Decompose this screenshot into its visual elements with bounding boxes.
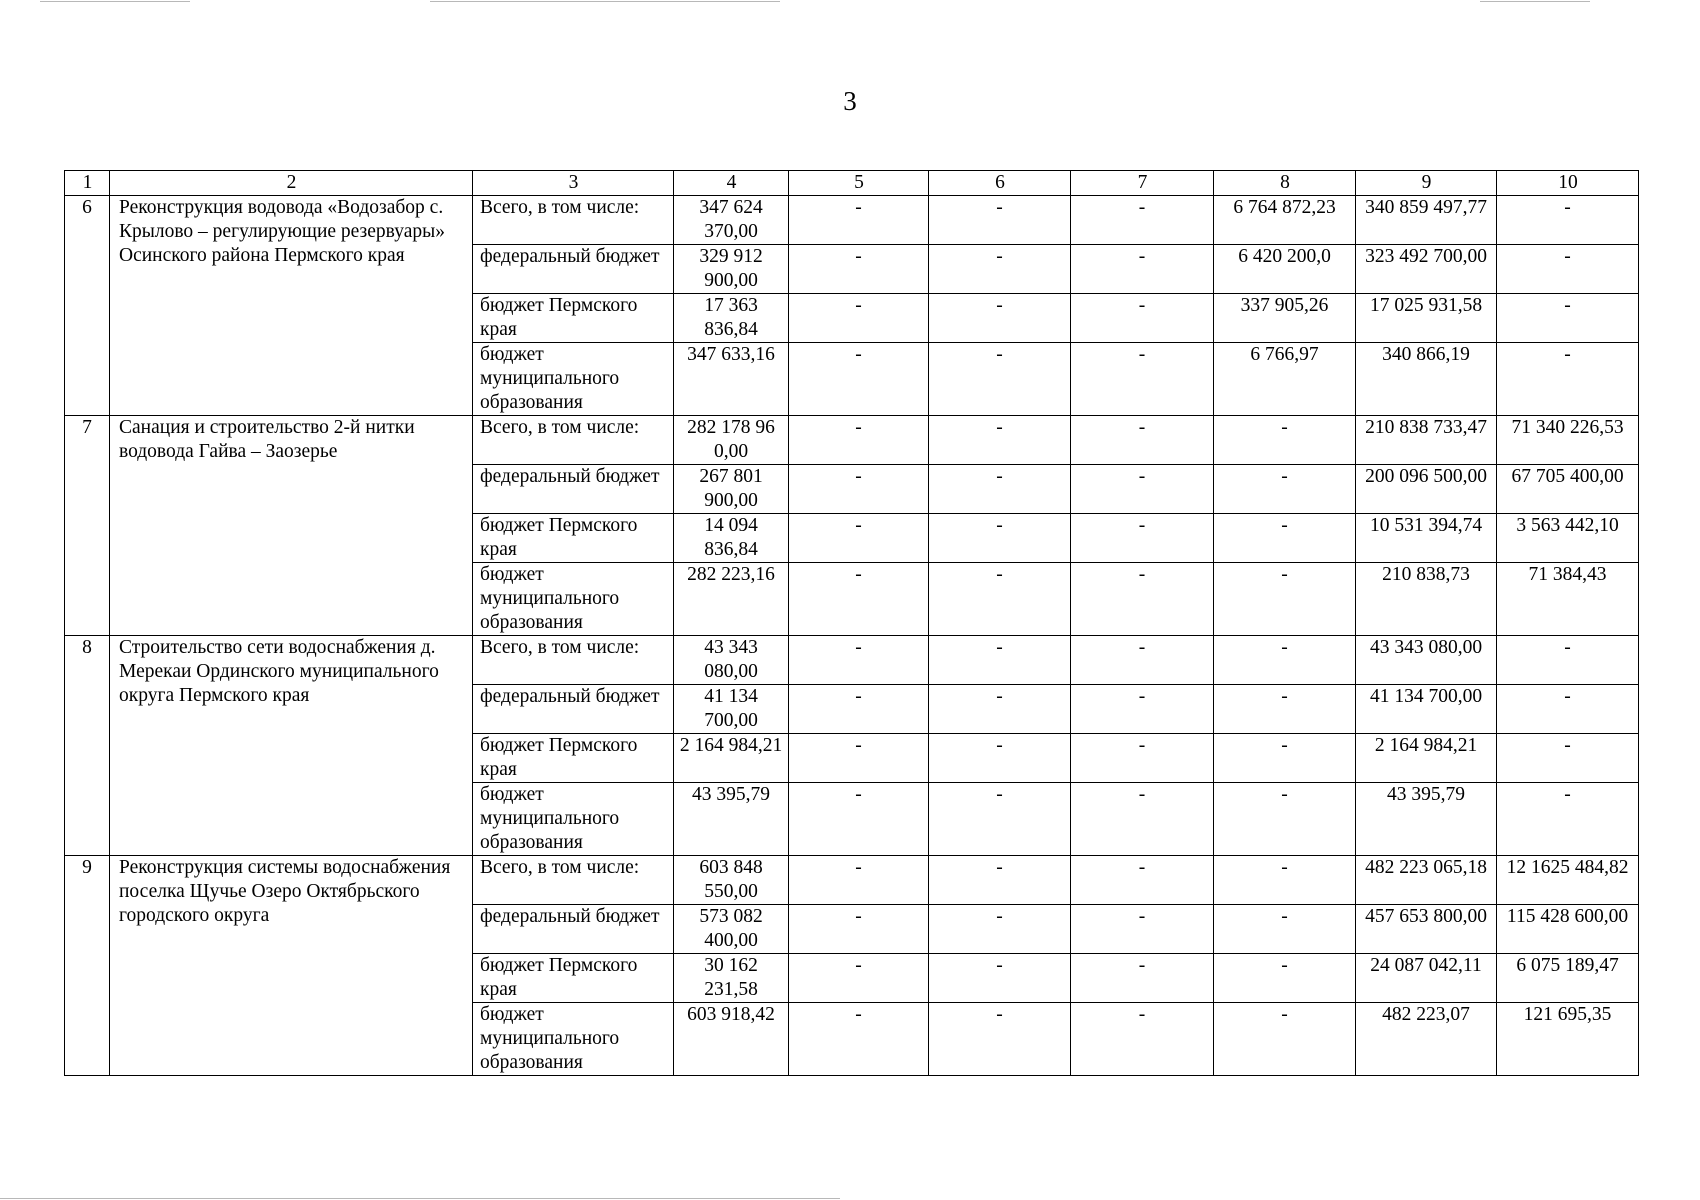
column-6-cell: - (929, 245, 1071, 294)
funding-source: федеральный бюджет (473, 465, 674, 514)
column-9-cell: 10 531 394,74 (1356, 514, 1497, 563)
amount-total-cell: 282 223,16 (674, 563, 789, 636)
column-5-cell: - (789, 514, 929, 563)
column-5-cell: - (789, 465, 929, 514)
column-10-cell: - (1497, 685, 1639, 734)
column-6-cell: - (929, 636, 1071, 685)
financing-table (64, 170, 1639, 1076)
column-7-cell: - (1071, 685, 1214, 734)
column-9-cell: 43 395,79 (1356, 783, 1497, 856)
amount-total-cell: 41 134 700,00 (674, 685, 789, 734)
column-8-cell: - (1214, 905, 1356, 954)
column-number-8: 8 (1214, 171, 1356, 196)
column-8-cell: - (1214, 514, 1356, 563)
column-8-cell: - (1214, 734, 1356, 783)
column-10-cell: 121 695,35 (1497, 1003, 1639, 1076)
column-9-cell: 457 653 800,00 (1356, 905, 1497, 954)
column-10-cell: - (1497, 343, 1639, 416)
column-5-cell: - (789, 734, 929, 783)
column-9-cell: 2 164 984,21 (1356, 734, 1497, 783)
column-9-cell: 43 343 080,00 (1356, 636, 1497, 685)
column-7-cell: - (1071, 856, 1214, 905)
column-9-cell: 482 223 065,18 (1356, 856, 1497, 905)
amount-total-cell: 43 395,79 (674, 783, 789, 856)
column-10-cell: 12 1625 484,82 (1497, 856, 1639, 905)
column-9-cell: 323 492 700,00 (1356, 245, 1497, 294)
column-9-cell: 210 838 733,47 (1356, 416, 1497, 465)
column-8-cell: - (1214, 465, 1356, 514)
column-6-cell: - (929, 905, 1071, 954)
table-row (65, 196, 1639, 245)
scan-edge-top-right (1480, 1, 1590, 2)
column-5-cell: - (789, 856, 929, 905)
column-10-cell: - (1497, 196, 1639, 245)
table-row (65, 636, 1639, 685)
column-6-cell: - (929, 954, 1071, 1003)
table-row (65, 856, 1639, 905)
project-name: Реконструкция водовода «Водозабор с. Крылово – регулирующие резервуары» Осинского района Пермского края (110, 196, 473, 416)
funding-source: бюджет муниципального образования (473, 783, 674, 856)
column-7-cell: - (1071, 783, 1214, 856)
column-10-cell: - (1497, 636, 1639, 685)
amount-total-cell: 267 801 900,00 (674, 465, 789, 514)
column-10-cell: 71 384,43 (1497, 563, 1639, 636)
scan-edge-bottom (0, 1198, 840, 1199)
project-name: Строительство сети водоснабжения д. Мерекаи Ординского муниципального округа Пермского края (110, 636, 473, 856)
column-8-cell: 6 764 872,23 (1214, 196, 1356, 245)
column-6-cell: - (929, 294, 1071, 343)
page-number: 3 (843, 86, 857, 116)
funding-source: бюджет муниципального образования (473, 563, 674, 636)
column-5-cell: - (789, 343, 929, 416)
column-7-cell: - (1071, 416, 1214, 465)
column-10-cell: 3 563 442,10 (1497, 514, 1639, 563)
funding-source: бюджет Пермского края (473, 734, 674, 783)
column-8-cell: - (1214, 636, 1356, 685)
column-number-4: 4 (674, 171, 789, 196)
column-number-1: 1 (65, 171, 110, 196)
column-number-row (65, 171, 1639, 196)
table-row (65, 416, 1639, 465)
column-7-cell: - (1071, 636, 1214, 685)
amount-total-cell: 14 094 836,84 (674, 514, 789, 563)
column-number-10: 10 (1497, 171, 1639, 196)
column-10-cell: - (1497, 783, 1639, 856)
amount-total-cell: 603 848 550,00 (674, 856, 789, 905)
funding-source: федеральный бюджет (473, 245, 674, 294)
column-6-cell: - (929, 563, 1071, 636)
column-6-cell: - (929, 1003, 1071, 1076)
column-8-cell: - (1214, 783, 1356, 856)
column-8-cell: - (1214, 685, 1356, 734)
funding-source: федеральный бюджет (473, 685, 674, 734)
column-7-cell: - (1071, 245, 1214, 294)
column-9-cell: 200 096 500,00 (1356, 465, 1497, 514)
funding-source: бюджет муниципального образования (473, 1003, 674, 1076)
project-number: 8 (65, 636, 110, 856)
column-10-cell: 6 075 189,47 (1497, 954, 1639, 1003)
column-8-cell: - (1214, 856, 1356, 905)
amount-total-cell: 17 363 836,84 (674, 294, 789, 343)
funding-source: Всего, в том числе: (473, 416, 674, 465)
column-8-cell: - (1214, 1003, 1356, 1076)
column-6-cell: - (929, 514, 1071, 563)
column-7-cell: - (1071, 1003, 1214, 1076)
column-6-cell: - (929, 734, 1071, 783)
column-8-cell: - (1214, 563, 1356, 636)
column-7-cell: - (1071, 514, 1214, 563)
column-8-cell: 6 420 200,0 (1214, 245, 1356, 294)
column-8-cell: 337 905,26 (1214, 294, 1356, 343)
amount-total-cell: 573 082 400,00 (674, 905, 789, 954)
column-10-cell: - (1497, 294, 1639, 343)
column-7-cell: - (1071, 905, 1214, 954)
column-7-cell: - (1071, 294, 1214, 343)
project-number: 9 (65, 856, 110, 1076)
amount-total-cell: 30 162 231,58 (674, 954, 789, 1003)
column-6-cell: - (929, 343, 1071, 416)
column-number-5: 5 (789, 171, 929, 196)
column-5-cell: - (789, 563, 929, 636)
funding-source: бюджет Пермского края (473, 954, 674, 1003)
column-5-cell: - (789, 685, 929, 734)
column-8-cell: 6 766,97 (1214, 343, 1356, 416)
project-number: 6 (65, 196, 110, 416)
amount-total-cell: 603 918,42 (674, 1003, 789, 1076)
column-5-cell: - (789, 636, 929, 685)
funding-source: бюджет Пермского края (473, 294, 674, 343)
column-9-cell: 41 134 700,00 (1356, 685, 1497, 734)
column-9-cell: 340 859 497,77 (1356, 196, 1497, 245)
amount-total-cell: 2 164 984,21 (674, 734, 789, 783)
amount-total-cell: 347 624 370,00 (674, 196, 789, 245)
column-5-cell: - (789, 1003, 929, 1076)
project-number: 7 (65, 416, 110, 636)
column-5-cell: - (789, 954, 929, 1003)
column-10-cell: - (1497, 734, 1639, 783)
funding-source: Всего, в том числе: (473, 856, 674, 905)
column-9-cell: 17 025 931,58 (1356, 294, 1497, 343)
amount-total-cell: 43 343 080,00 (674, 636, 789, 685)
column-5-cell: - (789, 245, 929, 294)
column-5-cell: - (789, 196, 929, 245)
scan-edge-top-left (40, 1, 190, 2)
column-6-cell: - (929, 783, 1071, 856)
column-10-cell: 71 340 226,53 (1497, 416, 1639, 465)
column-9-cell: 24 087 042,11 (1356, 954, 1497, 1003)
column-number-7: 7 (1071, 171, 1214, 196)
column-9-cell: 340 866,19 (1356, 343, 1497, 416)
column-6-cell: - (929, 416, 1071, 465)
column-number-9: 9 (1356, 171, 1497, 196)
column-10-cell: 115 428 600,00 (1497, 905, 1639, 954)
funding-source: федеральный бюджет (473, 905, 674, 954)
funding-source: Всего, в том числе: (473, 636, 674, 685)
column-8-cell: - (1214, 416, 1356, 465)
column-number-3: 3 (473, 171, 674, 196)
funding-source: Всего, в том числе: (473, 196, 674, 245)
funding-source: бюджет муниципального образования (473, 343, 674, 416)
column-7-cell: - (1071, 954, 1214, 1003)
funding-source: бюджет Пермского края (473, 514, 674, 563)
column-5-cell: - (789, 294, 929, 343)
column-6-cell: - (929, 856, 1071, 905)
column-number-2: 2 (110, 171, 473, 196)
amount-total-cell: 329 912 900,00 (674, 245, 789, 294)
column-5-cell: - (789, 416, 929, 465)
column-5-cell: - (789, 905, 929, 954)
amount-total-cell: 347 633,16 (674, 343, 789, 416)
column-6-cell: - (929, 465, 1071, 514)
scan-edge-top-center (430, 1, 780, 2)
column-5-cell: - (789, 783, 929, 856)
column-7-cell: - (1071, 734, 1214, 783)
project-name: Санация и строительство 2-й нитки водовода Гайва – Заозерье (110, 416, 473, 636)
column-7-cell: - (1071, 563, 1214, 636)
column-10-cell: - (1497, 245, 1639, 294)
column-6-cell: - (929, 685, 1071, 734)
project-name: Реконструкция системы водоснабжения поселка Щучье Озеро Октябрьского городского округа (110, 856, 473, 1076)
column-7-cell: - (1071, 196, 1214, 245)
column-8-cell: - (1214, 954, 1356, 1003)
column-7-cell: - (1071, 343, 1214, 416)
amount-total-cell: 282 178 96 0,00 (674, 416, 789, 465)
column-7-cell: - (1071, 465, 1214, 514)
column-number-6: 6 (929, 171, 1071, 196)
column-9-cell: 482 223,07 (1356, 1003, 1497, 1076)
column-6-cell: - (929, 196, 1071, 245)
column-10-cell: 67 705 400,00 (1497, 465, 1639, 514)
column-9-cell: 210 838,73 (1356, 563, 1497, 636)
